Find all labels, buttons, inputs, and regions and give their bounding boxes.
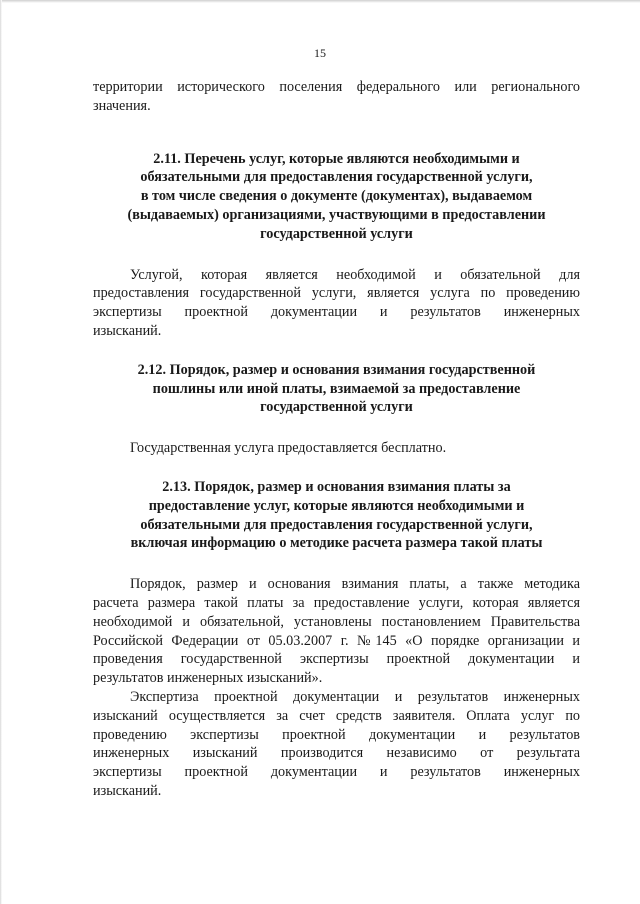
text-line: Услугой, которая является необходимой и обязательной для bbox=[130, 266, 580, 283]
text-line: необходимой и обязательной, установлены постановлением Правительства bbox=[93, 613, 580, 630]
section-2-12-paragraph bbox=[93, 439, 580, 458]
intro-paragraph bbox=[93, 78, 580, 116]
text-line: (выдаваемых) организациями, участвующими в предоставлении bbox=[127, 206, 546, 223]
text-line: обязательными для предоставления государственной услуги, bbox=[140, 169, 533, 186]
section-2-12-heading bbox=[93, 361, 580, 417]
text-line: экспертизы проектной документации и результатов инженерных bbox=[93, 764, 580, 781]
section-2-13-paragraph-2 bbox=[93, 688, 580, 801]
text-line: государственной услуги bbox=[260, 225, 413, 242]
text-line: изысканий. bbox=[93, 782, 162, 799]
text-line: Порядок, размер и основания взимания платы, а также методика bbox=[130, 576, 580, 593]
section-2-13-paragraph-1 bbox=[93, 575, 580, 688]
text-line: обязательными для предоставления государственной услуги, bbox=[140, 516, 533, 533]
text-line: предоставления государственной услуги, является услуга по проведению bbox=[93, 285, 580, 302]
text-line: Государственная услуга предоставляется бесплатно. bbox=[130, 440, 447, 457]
scan-edge-left bbox=[0, 0, 2, 904]
text-line: 2.12. Порядок, размер и основания взимания государственной bbox=[137, 361, 536, 378]
section-2-11-paragraph bbox=[93, 266, 580, 341]
page-number: 15 bbox=[314, 46, 326, 60]
document-body bbox=[93, 78, 580, 801]
text-line: изысканий осуществляется за счет средств заявителя. Оплата услуг по bbox=[93, 707, 580, 724]
text-line: проведения государственной экспертизы проектной документации и bbox=[93, 651, 580, 668]
text-line: 2.11. Перечень услуг, которые являются необходимыми и bbox=[153, 150, 520, 167]
text-line: расчета размера такой платы за предоставление услуги, которая является bbox=[93, 594, 580, 611]
scan-edge-top bbox=[0, 0, 640, 3]
text-line: в том числе сведения о документе (документах), выдаваемом bbox=[140, 188, 533, 205]
text-line: Российской Федерации от 05.03.2007 г. №145 «О порядке организации и bbox=[93, 632, 580, 649]
text-line: результатов инженерных изысканий». bbox=[93, 670, 323, 687]
text-line: территории исторического поселения федерального или регионального bbox=[93, 79, 580, 95]
section-2-11-heading bbox=[93, 150, 580, 244]
text-line: пошлины или иной платы, взимаемой за предоставление bbox=[152, 380, 521, 397]
text-line: Экспертиза проектной документации и результатов инженерных bbox=[130, 688, 580, 705]
text-line: проведению экспертизы проектной документации и результатов bbox=[93, 726, 580, 743]
text-line: значения. bbox=[93, 97, 151, 114]
text-line: предоставление услуг, которые являются необходимыми и bbox=[148, 497, 525, 514]
text-line: 2.13. Порядок, размер и основания взимания платы за bbox=[162, 478, 511, 495]
text-line: включая информацию о методике расчета размера такой платы bbox=[130, 535, 543, 552]
text-line: экспертизы проектной документации и результатов инженерных bbox=[93, 304, 580, 321]
section-2-13-heading bbox=[93, 478, 580, 553]
text-line: государственной услуги bbox=[260, 399, 413, 416]
text-line: изысканий. bbox=[93, 322, 162, 339]
text-line: инженерных изысканий производится независимо от результата bbox=[93, 745, 580, 762]
